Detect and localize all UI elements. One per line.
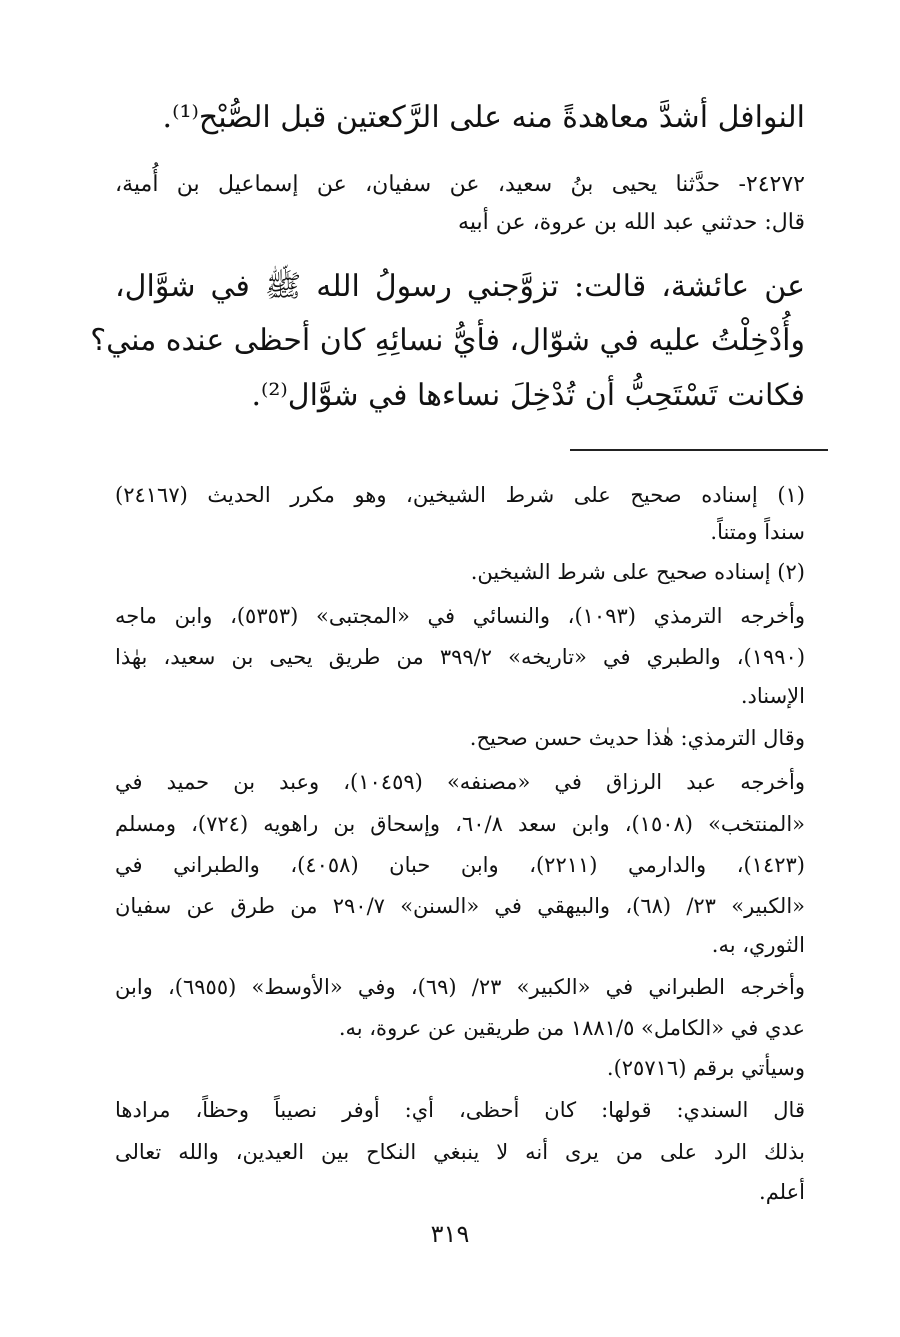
hadith-isnad-line-2: قال: حدثني عبد الله بن عروة، عن أبيه bbox=[458, 210, 805, 235]
footnote-line: سنداً ومتناً. bbox=[710, 520, 805, 544]
footnote-line: وسيأتي برقم (٢٥٧١٦). bbox=[606, 1056, 805, 1080]
footnote-line: وأخرجه عبد الرزاق في «مصنفه» (١٠٤٥٩)، وعبد بن حميد في bbox=[115, 770, 806, 794]
footnote-line: بذلك الرد على من يرى أنه لا ينبغي النكاح بين العيدين، والله تعالى bbox=[115, 1140, 805, 1164]
footnote-line: (١٩٩٠)، والطبري في «تاريخه» ٣٩٩/٢ من طريق يحيى بن سعيد، بهٰذا bbox=[115, 645, 806, 669]
footnote-line: الإسناد. bbox=[740, 684, 805, 708]
main-text-line-1: النوافل أشدَّ معاهدةً منه على الرَّكعتين قبل الصُّبْح⁽¹⁾. bbox=[162, 100, 805, 135]
footnote-line: وأخرجه الطبراني في «الكبير» ٢٣/ (٦٩)، وفي «الأوسط» (٦٩٥٥)، وابن bbox=[115, 975, 805, 999]
footnote-line: «الكبير» ٢٣/ (٦٨)، والبيهقي في «السنن» ٢٩٠/٧ من طرق عن سفيان bbox=[115, 894, 806, 918]
hadith-matn-line-2: وأُدْخِلْتُ عليه في شوّال، فأيُّ نسائِهِ كان أحظى عنده مني؟ bbox=[90, 323, 805, 358]
hadith-isnad-line-1: ٢٤٢٧٢- حدَّثنا يحيى بنُ سعيد، عن سفيان، عن إسماعيل بن أُمية، bbox=[115, 172, 805, 197]
footnote-line: الثوري، به. bbox=[711, 933, 805, 957]
footnote-line: وقال الترمذي: هٰذا حديث حسن صحيح. bbox=[469, 726, 805, 750]
hadith-matn-line-1: عن عائشة، قالت: تزوَّجني رسولُ الله ﷺ في شوَّال، bbox=[115, 269, 805, 304]
footnote-line: (٢) إسناده صحيح على شرط الشيخين. bbox=[470, 560, 805, 584]
footnote-line: «المنتخب» (١٥٠٨)، وابن سعد ٦٠/٨، وإسحاق بن راهويه (٧٢٤)، ومسلم bbox=[115, 812, 805, 836]
footnote-line: قال السندي: قولها: كان أحظى، أي: أوفر نصيباً وحظاً، مرادها bbox=[115, 1098, 805, 1122]
footnote-line: (١٤٢٣)، والدارمي (٢٢١١)، وابن حبان (٤٠٥٨)، والطبراني في bbox=[115, 853, 805, 877]
footnote-line: عدي في «الكامل» ١٨٨١/٥ من طريقين عن عروة، به. bbox=[338, 1016, 805, 1040]
page-number: ٣١٩ bbox=[430, 1220, 470, 1248]
footnote-line: (١) إسناده صحيح على شرط الشيخين، وهو مكرر الحديث (٢٤١٦٧) bbox=[115, 483, 805, 507]
footnote-line: وأخرجه الترمذي (١٠٩٣)، والنسائي في «المجتبى» (٥٣٥٣)، وابن ماجه bbox=[115, 604, 805, 628]
footnote-line: أعلم. bbox=[759, 1180, 805, 1204]
hadith-matn-line-3: فكانت تَسْتَحِبُّ أن تُدْخِلَ نساءها في شوَّال⁽²⁾. bbox=[251, 378, 805, 413]
footnote-divider bbox=[570, 449, 828, 451]
